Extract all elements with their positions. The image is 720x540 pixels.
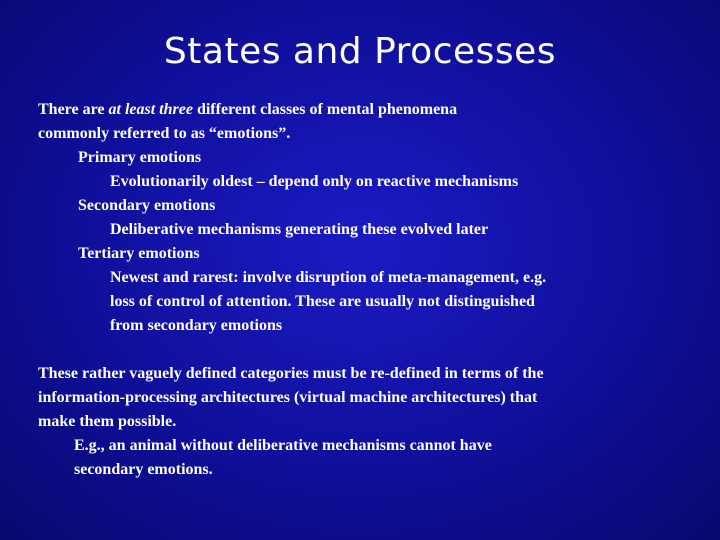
slide-body <box>38 98 698 482</box>
item-heading-primary: Primary emotions <box>78 149 202 166</box>
item-detail-tertiary-2: loss of control of attention. These are usually not distinguished <box>110 293 535 310</box>
conclusion-line-2: information-processing architectures (virtual machine architectures) that <box>38 389 538 406</box>
example-line-1: E.g., an animal without deliberative mechanisms cannot have <box>74 437 492 454</box>
item-detail-tertiary-1: Newest and rarest: involve disruption of meta-management, e.g. <box>110 269 547 286</box>
intro-text-after: different classes of mental phenomena <box>192 101 458 118</box>
intro-emphasis: at least three <box>108 101 193 118</box>
conclusion-line-3: make them possible. <box>38 413 177 430</box>
intro-line-2: commonly referred to as “emotions”. <box>38 125 291 142</box>
slide-title: States and Processes <box>163 31 557 72</box>
item-detail-secondary: Deliberative mechanisms generating these evolved later <box>110 221 489 238</box>
item-heading-secondary: Secondary emotions <box>78 197 216 214</box>
intro-text-before: There are <box>38 101 109 118</box>
intro-line-1 <box>38 98 698 122</box>
conclusion-line-1: These rather vaguely defined categories must be re-defined in terms of the <box>38 365 544 382</box>
item-heading-tertiary: Tertiary emotions <box>78 245 200 262</box>
item-detail-tertiary-3: from secondary emotions <box>110 317 283 334</box>
paragraph-gap <box>38 338 698 362</box>
example-line-2: secondary emotions. <box>74 461 213 478</box>
item-detail-primary: Evolutionarily oldest – depend only on reactive mechanisms <box>110 173 519 190</box>
